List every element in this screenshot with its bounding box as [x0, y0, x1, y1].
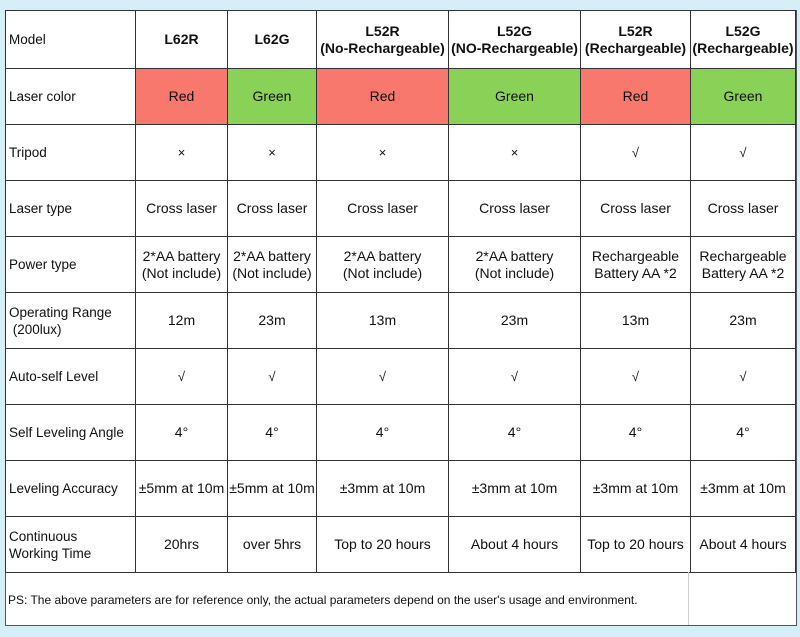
table-cell: 2*AA battery (Not include) [228, 237, 317, 293]
model-header: L52G (NO-Rechargeable) [449, 11, 581, 69]
row-label: Self Leveling Angle [6, 405, 136, 461]
table-cell: ±3mm at 10m [449, 461, 581, 517]
laser-color-cell: Red [136, 69, 228, 125]
table-cell: Rechargeable Battery AA *2 [581, 237, 691, 293]
laser-color-cell: Green [449, 69, 581, 125]
table-cell: 4° [449, 405, 581, 461]
table-cell: 4° [136, 405, 228, 461]
table-cell: Top to 20 hours [317, 517, 449, 573]
table-cell: 2*AA battery (Not include) [136, 237, 228, 293]
table-cell: ±3mm at 10m [581, 461, 691, 517]
row-label: Operating Range (200lux) [6, 293, 136, 349]
laser-color-cell: Green [691, 69, 796, 125]
row-label: Continuous Working Time [6, 517, 136, 573]
cross-mark: × [317, 125, 449, 181]
model-header: L52R (Rechargeable) [581, 11, 691, 69]
laser-color-cell: Red [317, 69, 449, 125]
table-cell: Cross laser [317, 181, 449, 237]
table-row [6, 293, 796, 349]
row-label: Laser type [6, 181, 136, 237]
check-mark: √ [228, 349, 317, 405]
table-row [6, 517, 796, 573]
cross-mark: × [449, 125, 581, 181]
check-mark: √ [581, 349, 691, 405]
check-mark: √ [449, 349, 581, 405]
table-row [6, 237, 796, 293]
check-mark: √ [691, 349, 796, 405]
table-cell: About 4 hours [449, 517, 581, 573]
check-mark: √ [136, 349, 228, 405]
table-cell: ±3mm at 10m [691, 461, 796, 517]
table-cell: 13m [317, 293, 449, 349]
table-cell: ±3mm at 10m [317, 461, 449, 517]
table-cell: Cross laser [449, 181, 581, 237]
table-cell: Cross laser [136, 181, 228, 237]
table-cell: 2*AA battery (Not include) [449, 237, 581, 293]
check-mark: √ [691, 125, 796, 181]
table-cell: 4° [581, 405, 691, 461]
table-cell: Cross laser [228, 181, 317, 237]
table-cell: 4° [228, 405, 317, 461]
row-label: Auto-self Level [6, 349, 136, 405]
spec-table [5, 10, 796, 573]
cross-mark: × [136, 125, 228, 181]
table-cell: 4° [691, 405, 796, 461]
table-row [6, 125, 796, 181]
footnote-divider [688, 572, 689, 625]
row-label: Leveling Accuracy [6, 461, 136, 517]
row-label: Power type [6, 237, 136, 293]
table-cell: 4° [317, 405, 449, 461]
table-row [6, 181, 796, 237]
table-row [6, 69, 796, 125]
cross-mark: × [228, 125, 317, 181]
table-row [6, 349, 796, 405]
table-cell: Top to 20 hours [581, 517, 691, 573]
table-cell: Cross laser [581, 181, 691, 237]
table-cell: 23m [449, 293, 581, 349]
footnote: PS: The above parameters are for reference only, the actual parameters depend on the user's usage and environment. [8, 593, 638, 607]
table-cell: 23m [228, 293, 317, 349]
table-cell: Cross laser [691, 181, 796, 237]
header-label: Model [6, 11, 136, 69]
model-header: L62R [136, 11, 228, 69]
table-cell: over 5hrs [228, 517, 317, 573]
table-cell: About 4 hours [691, 517, 796, 573]
row-label: Laser color [6, 69, 136, 125]
header-row [6, 11, 796, 69]
table-row [6, 461, 796, 517]
table-cell: 23m [691, 293, 796, 349]
table-cell: 2*AA battery (Not include) [317, 237, 449, 293]
row-label: Tripod [6, 125, 136, 181]
table-cell: 13m [581, 293, 691, 349]
check-mark: √ [581, 125, 691, 181]
table-cell: ±5mm at 10m [228, 461, 317, 517]
table-cell: Rechargeable Battery AA *2 [691, 237, 796, 293]
laser-color-cell: Green [228, 69, 317, 125]
model-header: L62G [228, 11, 317, 69]
table-cell: ±5mm at 10m [136, 461, 228, 517]
model-header: L52G (Rechargeable) [691, 11, 796, 69]
table-cell: 12m [136, 293, 228, 349]
table-row [6, 405, 796, 461]
laser-color-cell: Red [581, 69, 691, 125]
model-header: L52R (No-Rechargeable) [317, 11, 449, 69]
check-mark: √ [317, 349, 449, 405]
table-cell: 20hrs [136, 517, 228, 573]
